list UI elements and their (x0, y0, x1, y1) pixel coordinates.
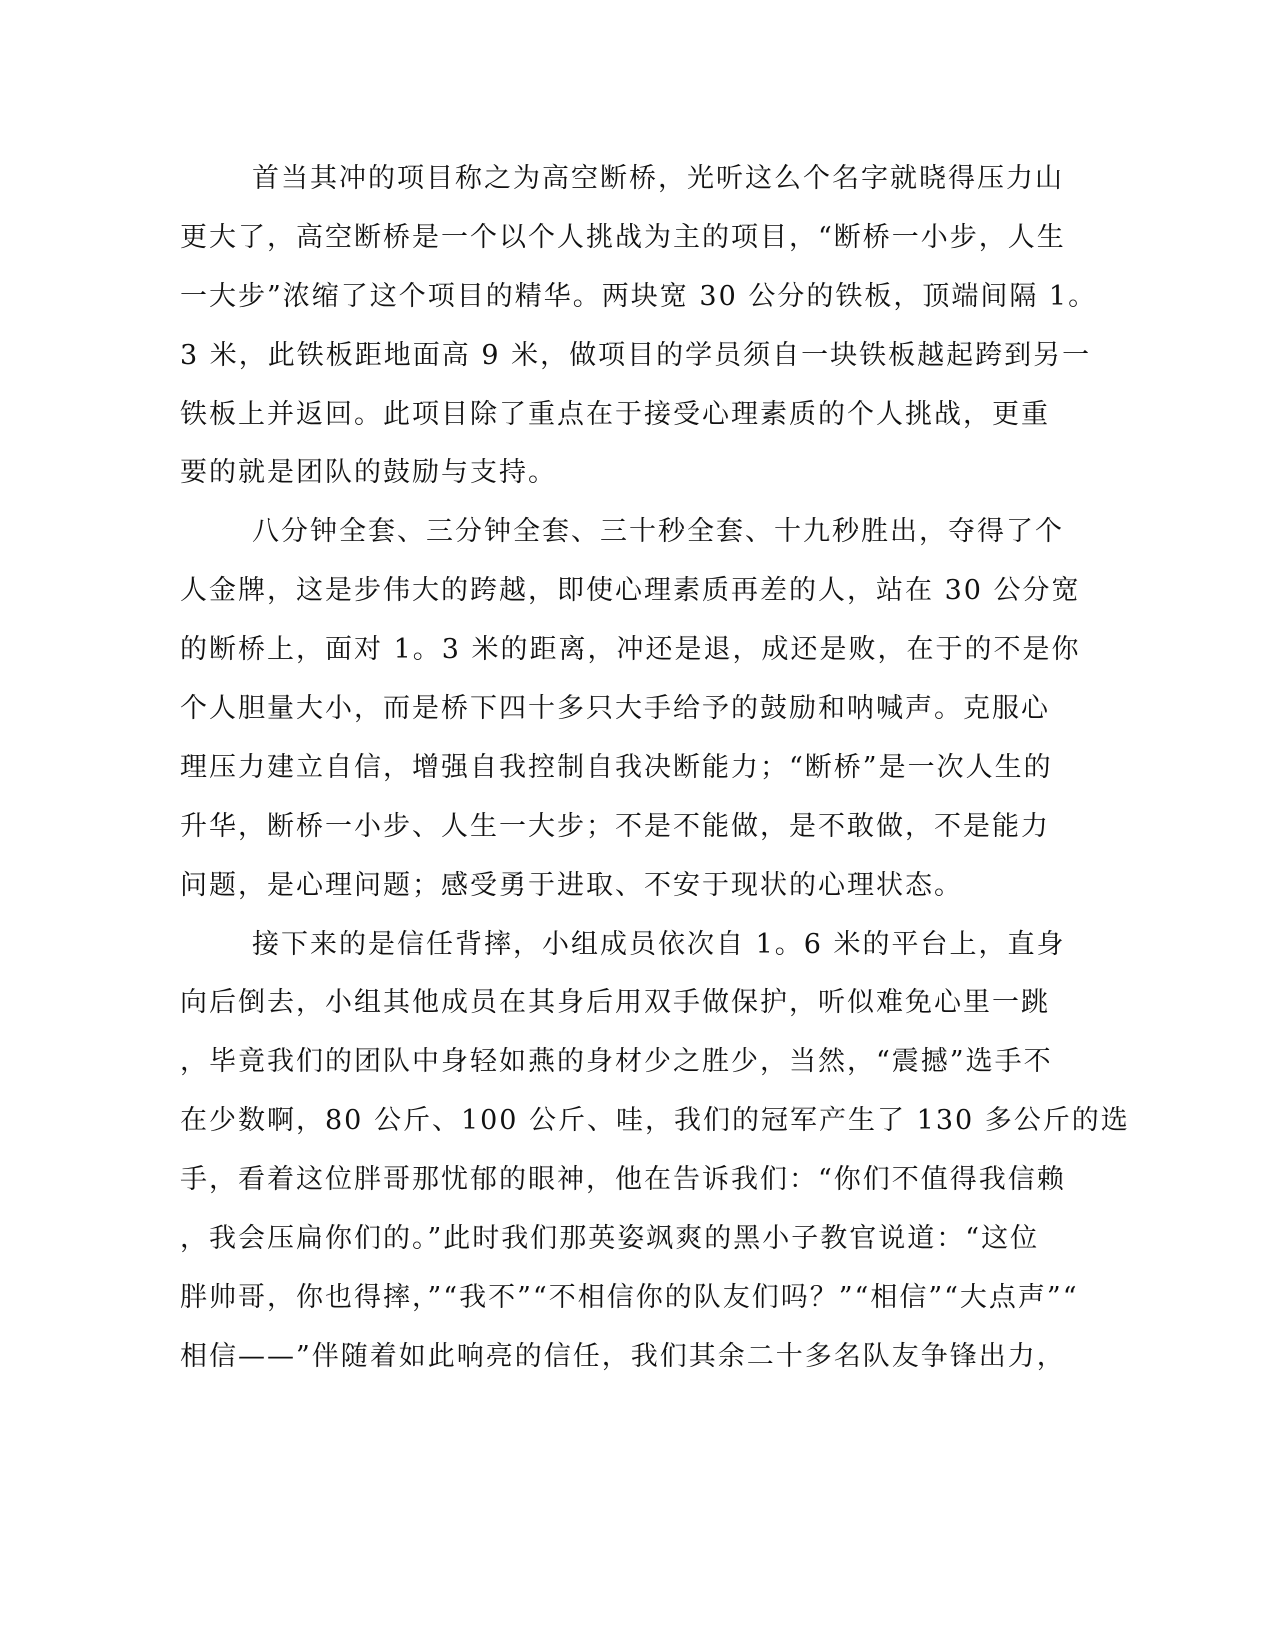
paragraph-2-line-6: 升华，断桥一小步、人生一大步；不是不能做，是不敢做，不是能力 (180, 810, 1050, 842)
paragraph-2-line-7: 问题，是心理问题；感受勇于进取、不安于现状的心理状态。 (180, 869, 963, 901)
paragraph-1-line-6: 要的就是团队的鼓励与支持。 (180, 457, 557, 489)
paragraph-1-line-5: 铁板上并返回。此项目除了重点在于接受心理素质的个人挑战，更重 (180, 398, 1050, 430)
document-page (180, 150, 1130, 1387)
paragraph-3-line-6: ，我会压扁你们的。”此时我们那英姿飒爽的黑小子教官说道：“这位 (180, 1223, 1040, 1255)
paragraph-2-line-3: 的断桥上，面对 1。3 米的距离，冲还是退，成还是败，在于的不是你 (180, 634, 1081, 666)
paragraph-1-line-1: 首当其冲的项目称之为高空断桥，光听这么个名字就晓得压力山 (252, 163, 1064, 194)
paragraph-1-line-2: 更大了，高空断桥是一个以个人挑战为主的项目，“断桥一小步，人生 (180, 221, 1066, 253)
paragraph-3-line-8: 相信——”伴随着如此响亮的信任，我们其余二十多名队友争锋出力， (180, 1340, 1066, 1372)
paragraph-3-line-4: 在少数啊，80 公斤、100 公斤、哇，我们的冠军产生了 130 多公斤的选 (180, 1105, 1130, 1137)
paragraph-3-line-5: 手，看着这位胖哥那忧郁的眼神，他在告诉我们：“你们不值得我信赖 (180, 1164, 1066, 1196)
paragraph-1-line-4: 3 米，此铁板距地面高 9 米，做项目的学员须自一块铁板越起跨到另一 (180, 339, 1092, 371)
paragraph-2-line-2: 人金牌，这是步伟大的跨越，即使心理素质再差的人，站在 30 公分宽 (180, 575, 1081, 607)
paragraph-3-line-2: 向后倒去，小组其他成员在其身后用双手做保护，听似难免心里一跳 (180, 987, 1050, 1019)
paragraph-3-line-3: ，毕竟我们的团队中身轻如燕的身材少之胜少，当然，“震撼”选手不 (180, 1046, 1053, 1078)
paragraph-2-line-4: 个人胆量大小，而是桥下四十多只大手给予的鼓励和呐喊声。克服心 (180, 693, 1050, 725)
paragraph-3-line-1: 接下来的是信任背摔，小组成员依次自 1。6 米的平台上，直身 (252, 928, 1066, 960)
paragraph-2-line-1: 八分钟全套、三分钟全套、三十秒全套、十九秒胜出，夺得了个 (252, 516, 1064, 548)
paragraph-2-line-5: 理压力建立自信，增强自我控制自我决断能力；“断桥”是一次人生的 (180, 751, 1053, 783)
paragraph-3-line-7: 胖帅哥，你也得摔，”“我不”“不相信你的队友们吗？”“相信”“大点声”“ (180, 1281, 1079, 1313)
paragraph-1-line-3: 一大步”浓缩了这个项目的精华。两块宽 30 公分的铁板，顶端间隔 1。 (180, 280, 1098, 312)
